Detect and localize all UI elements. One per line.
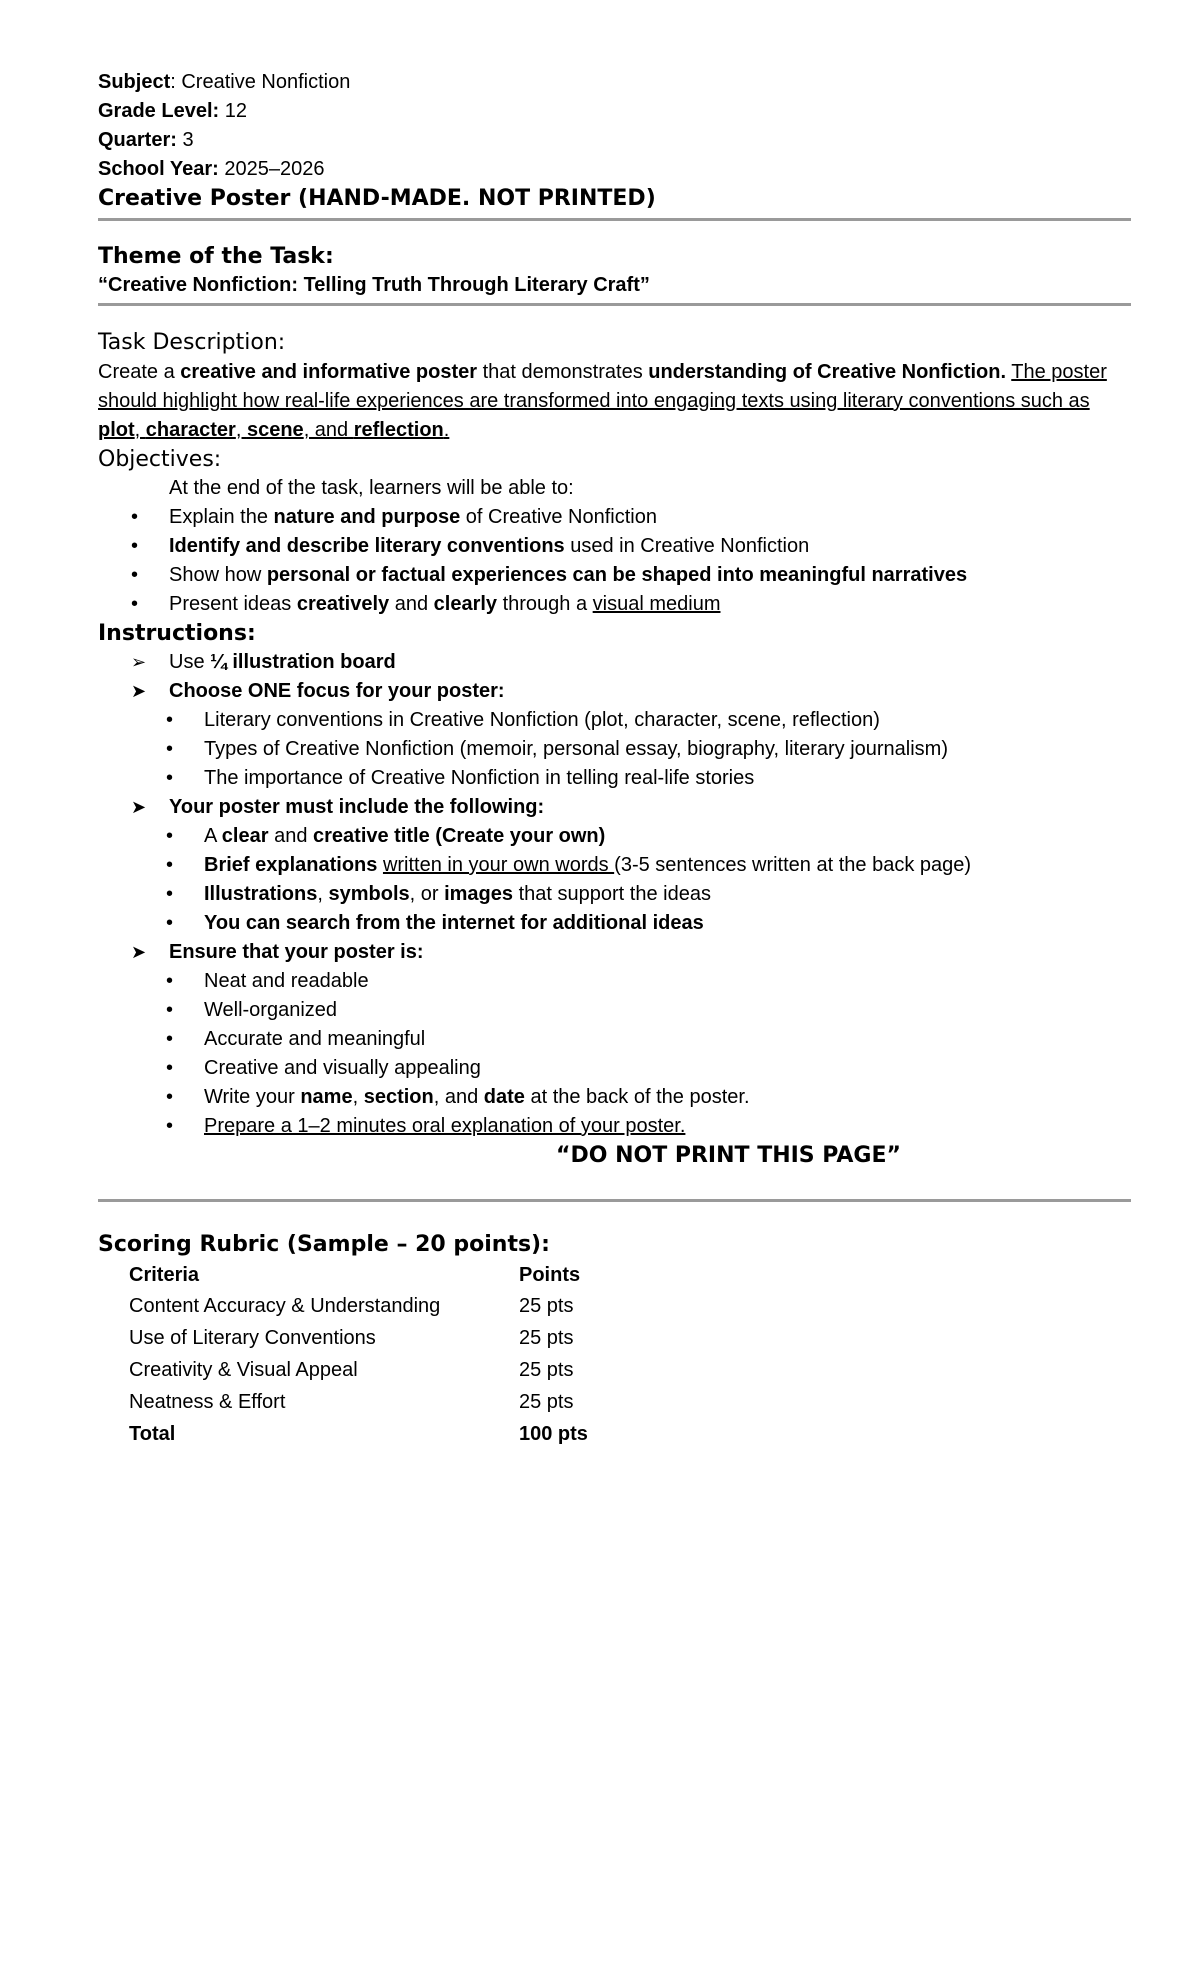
text-run: Show how	[169, 564, 267, 586]
list-item	[98, 1025, 1131, 1054]
text-run: Prepare a 1–2 minutes oral explanation of your poster.	[204, 1115, 686, 1137]
year-value: 2025–2026	[218, 158, 325, 180]
quarter-line	[98, 126, 1131, 155]
text-run: ,	[235, 419, 247, 441]
task-description	[98, 358, 1131, 445]
table-row	[129, 1322, 589, 1354]
bullet-icon: •	[166, 1057, 174, 1079]
subject-label: Subject	[98, 71, 171, 93]
text-run: reflection	[353, 419, 444, 441]
list-item	[98, 996, 1131, 1025]
list-item	[98, 880, 1131, 909]
text-run: creative title (Create your own)	[313, 825, 606, 847]
criteria-header: Criteria	[129, 1263, 200, 1286]
text-run: You can search from the internet for additional ideas	[204, 912, 704, 934]
text-run: Neat and readable	[204, 970, 369, 992]
text-run: Write your	[204, 1086, 301, 1108]
criteria-cell: Use of Literary Conventions	[129, 1326, 376, 1349]
text-run: ¼ illustration board	[210, 651, 396, 673]
rubric-heading: Scoring Rubric (Sample – 20 points):	[98, 1232, 550, 1257]
text-run: Present ideas	[169, 593, 297, 615]
total-row	[129, 1418, 589, 1450]
text-run: (3-5 sentences written at the back page)	[614, 854, 972, 876]
points-cell: 25 pts	[519, 1358, 574, 1381]
total-value: 100 pts	[519, 1422, 588, 1445]
divider	[98, 303, 1131, 306]
bullet-icon: •	[166, 825, 174, 847]
bullet-icon: •	[131, 593, 139, 615]
text-run: Ensure that your poster is:	[169, 941, 424, 963]
text-run: personal or factual experiences can be shaped into meaningful narratives	[266, 564, 968, 586]
text-run: name	[300, 1086, 353, 1108]
page-title: Creative Poster (HAND-MADE. NOT PRINTED)	[98, 186, 656, 211]
bullet-icon: •	[166, 767, 174, 789]
text-run: Your poster must include the following:	[169, 796, 545, 818]
ensure-list	[98, 967, 1131, 1141]
list-item	[98, 1083, 1131, 1112]
list-item	[98, 967, 1131, 996]
points-cell: 25 pts	[519, 1390, 574, 1413]
text-run: The importance of Creative Nonfiction in telling real-life stories	[204, 767, 755, 789]
text-run: Brief explanations	[204, 854, 378, 876]
text-run: ,	[134, 419, 146, 441]
text-run: creative and informative poster	[180, 361, 478, 383]
grade-label: Grade Level:	[98, 100, 220, 122]
instructions-heading: Instructions:	[98, 621, 256, 646]
list-item	[98, 1054, 1131, 1083]
table-header-row	[129, 1260, 589, 1290]
text-run: Types of Creative Nonfiction (memoir, personal essay, biography, literary journalism)	[204, 738, 949, 760]
bullet-icon: •	[131, 564, 139, 586]
points-cell: 25 pts	[519, 1326, 574, 1349]
bullet-icon: •	[166, 738, 174, 760]
list-item	[98, 561, 1131, 590]
text-run: Well-organized	[204, 999, 338, 1021]
instructions-list	[98, 648, 1131, 706]
task-heading: Task Description:	[98, 330, 286, 355]
theme-text: “Creative Nonfiction: Telling Truth Through Literary Craft”	[98, 274, 650, 296]
text-run: that support the ideas	[513, 883, 711, 905]
list-item	[98, 764, 1131, 793]
text-run: The poster should highlight how real-life experiences are transformed into engaging texts using literary conventions such as	[98, 361, 1107, 412]
text-run: Literary conventions in Creative Nonfiction (plot, character, scene, reflection)	[204, 709, 880, 731]
list-item	[98, 648, 1131, 677]
theme-heading: Theme of the Task:	[98, 244, 334, 269]
text-run: written in your own words	[382, 854, 615, 876]
text-run: , or	[409, 883, 445, 905]
list-item	[98, 938, 1131, 967]
year-line	[98, 155, 1131, 184]
text-run: Create a	[98, 361, 181, 383]
text-run: and	[268, 825, 313, 847]
objectives-list	[98, 503, 1131, 619]
text-run: Identify and describe literary conventions	[169, 535, 565, 557]
text-run: of Creative Nonfiction	[460, 506, 657, 528]
text-run: images	[444, 883, 514, 905]
grade-value: 12	[219, 100, 247, 122]
do-not-print-notice: “DO NOT PRINT THIS PAGE”	[556, 1143, 901, 1168]
text-run: , and	[433, 1086, 484, 1108]
list-item	[98, 793, 1131, 822]
text-run: nature and purpose	[273, 506, 461, 528]
quarter-value: 3	[176, 129, 194, 151]
text-run: clear	[221, 825, 269, 847]
bullet-icon: •	[166, 709, 174, 731]
text-run: A	[204, 825, 222, 847]
divider	[98, 1199, 1131, 1202]
list-item	[98, 503, 1131, 532]
text-run: Illustrations	[204, 883, 318, 905]
year-label: School Year:	[98, 158, 219, 180]
text-run: and	[389, 593, 434, 615]
list-item	[98, 735, 1131, 764]
list-item	[98, 590, 1131, 619]
bullet-icon: •	[166, 1086, 174, 1108]
text-run: .	[443, 419, 450, 441]
text-run: Accurate and meaningful	[204, 1028, 426, 1050]
instructions-list	[98, 938, 1131, 967]
text-run: plot	[98, 419, 135, 441]
text-run: at the back of the poster.	[524, 1086, 750, 1108]
arrow-bullet-icon: ➤	[131, 681, 147, 701]
bullet-icon: •	[166, 854, 174, 876]
bullet-icon: •	[131, 506, 139, 528]
bullet-icon: •	[166, 970, 174, 992]
arrow-bullet-icon: ➤	[131, 942, 147, 962]
points-cell: 25 pts	[519, 1294, 574, 1317]
quarter-label: Quarter:	[98, 129, 177, 151]
text-run: Use	[169, 651, 211, 673]
instructions-list	[98, 793, 1131, 822]
text-run: that demonstrates	[477, 361, 649, 383]
text-run: clearly	[433, 593, 498, 615]
text-run: date	[483, 1086, 525, 1108]
focus-list	[98, 706, 1131, 793]
table-row	[129, 1354, 589, 1386]
list-item	[98, 677, 1131, 706]
grade-line	[98, 97, 1131, 126]
arrow-bullet-icon: ➢	[131, 652, 147, 672]
bullet-icon: •	[166, 912, 174, 934]
text-run: ,	[352, 1086, 364, 1108]
points-header: Points	[519, 1263, 581, 1286]
text-run: Creative and visually appealing	[204, 1057, 481, 1079]
text-run: Explain the	[169, 506, 274, 528]
text-run: symbols	[328, 883, 410, 905]
bullet-icon: •	[166, 1115, 174, 1137]
bullet-icon: •	[166, 1028, 174, 1050]
text-run: Choose ONE focus for your poster:	[169, 680, 505, 702]
criteria-cell: Creativity & Visual Appeal	[129, 1358, 358, 1381]
list-item	[98, 822, 1131, 851]
text-run: character	[145, 419, 236, 441]
text-run: creatively	[296, 593, 390, 615]
list-item	[98, 532, 1131, 561]
bullet-icon: •	[166, 999, 174, 1021]
criteria-cell: Content Accuracy & Understanding	[129, 1294, 441, 1317]
divider	[98, 218, 1131, 221]
document-meta	[98, 68, 1131, 184]
text-run: ,	[317, 883, 329, 905]
objectives-heading: Objectives:	[98, 447, 222, 472]
list-item	[98, 706, 1131, 735]
criteria-cell: Neatness & Effort	[129, 1390, 286, 1413]
table-row	[129, 1386, 589, 1418]
text-run: understanding of Creative Nonfiction.	[648, 361, 1007, 383]
include-list	[98, 822, 1131, 938]
text-run: section	[363, 1086, 434, 1108]
arrow-bullet-icon: ➤	[131, 797, 147, 817]
bullet-icon: •	[131, 535, 139, 557]
text-run: visual medium	[592, 593, 721, 615]
objectives-intro: At the end of the task, learners will be able to:	[169, 477, 574, 499]
total-label: Total	[129, 1422, 176, 1445]
document-page	[98, 68, 1131, 1450]
list-item	[98, 909, 1131, 938]
subject-value: : Creative Nonfiction	[170, 71, 351, 93]
rubric-table	[129, 1260, 589, 1450]
list-item	[98, 1112, 1131, 1141]
text-run: , and	[303, 419, 354, 441]
subject-line	[98, 68, 1131, 97]
text-run: scene	[246, 419, 304, 441]
list-item	[98, 851, 1131, 880]
text-run: through a	[497, 593, 593, 615]
text-run: used in Creative Nonfiction	[564, 535, 810, 557]
bullet-icon: •	[166, 883, 174, 905]
table-row	[129, 1290, 589, 1322]
